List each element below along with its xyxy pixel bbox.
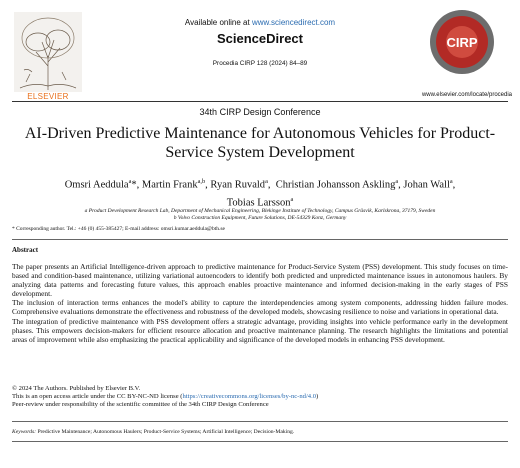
elsevier-tree-logo — [14, 12, 82, 92]
keywords-top-rule — [12, 421, 508, 422]
corresponding-author: * Corresponding author. Tel.: +46 (0) 455-385427; E-mail address: omsri.kumar.aeddula@bth.se — [12, 226, 225, 232]
conference-name: 34th CIRP Design Conference — [199, 107, 321, 117]
affiliation-b: b Volvo Construction Equipment, Future Solutions, DE-54329 Konz, Germany — [173, 215, 347, 221]
elsevier-wordmark: ELSEVIER — [27, 92, 69, 101]
abstract-paragraph: The integration of predictive maintenance with PSS development offers a strategic advantage, providing insights into vehicle performance early in the development phases. This empowers decision-makers for efficient resource allocation and proactive maintenance planning. The research highlights the limitations and potential areas of improvement while also emphasizing the practical applicability and significance of the developed models in enhancing PSS development. — [12, 316, 508, 344]
license-prefix: This is an open access article under the CC BY-NC-ND license ( — [12, 392, 183, 400]
proceedings-citation: Procedia CIRP 128 (2024) 84–89 — [212, 60, 308, 67]
header-rule — [12, 101, 508, 102]
license-link[interactable]: https://creativecommons.org/licenses/by-nc-nd/4.0 — [182, 392, 317, 400]
journal-url[interactable]: www.elsevier.com/locate/procedia — [421, 92, 512, 98]
keywords-label: Keywords: — [12, 429, 37, 435]
copyright-line: © 2024 The Authors. Published by Elsevier B.V. — [12, 385, 141, 392]
rights-statement — [12, 385, 508, 408]
license-suffix: ) — [316, 392, 319, 400]
paper-title: AI-Driven Predictive Maintenance for Autonomous Vehicles for Product-Service System Development — [24, 125, 496, 161]
license-line — [12, 393, 508, 401]
abstract-paragraph: The paper presents an Artificial Intelligence-driven approach to predictive maintenance for Product-Service System (PSS) development. This study focuses on time-based and condition-based maintenance, utilizing variational autoencoders to identify both predicted and unpredicted maintenance issues in autonomous haulers. By analyzing data patterns and forecasting future values, this approach enables proactive maintenance and informed decision-making in the early stages of PSS development. — [12, 262, 508, 299]
cirp-logo — [428, 8, 496, 76]
peer-review-line: Peer-review under responsibility of the scientific committee of the 34th CIRP Design Conference — [12, 400, 269, 408]
sciencedirect-link[interactable]: www.sciencedirect.com — [251, 18, 336, 27]
keywords-list: Predictive Maintenance; Autonomous Haulers; Product-Service Systems; Artificial Intelligence; Decision-Making. — [37, 429, 295, 435]
affiliations — [14, 208, 506, 222]
abstract-heading: Abstract — [12, 246, 39, 254]
affiliation-a: a Product Development Research Lab, Department of Mechanical Engineering, Blekinge Institute of Technology, Campus Gräsvik, Karlskrona, 37179, Sweden — [84, 208, 436, 214]
abstract-paragraph: The inclusion of interaction terms enhances the model's ability to capture the interdependencies among system components, addressing hidden failure modes. Comprehensive evaluations demonstrate the effectiveness and robustness of the developed models, showcasing resilience to noise and variations in operational data. — [12, 298, 508, 317]
availability-line — [130, 18, 390, 27]
keywords-bottom-rule — [12, 441, 508, 442]
author-list: Omsri Aeddula$^a$*, Martin Frank$^{a,b}$, Ryan Ruvald$^a$, Christian Johansson Askling$^a$, Johan Wall$^a$, Tobias Larsson$^a$ — [64, 178, 456, 208]
abstract-body — [12, 262, 508, 344]
cirp-logo-text: CIRP — [446, 35, 478, 50]
abstract-top-rule — [12, 239, 508, 240]
availability-prefix: Available online at — [184, 18, 252, 27]
keywords-line — [12, 429, 508, 435]
sciencedirect-brand: ScienceDirect — [217, 31, 303, 46]
